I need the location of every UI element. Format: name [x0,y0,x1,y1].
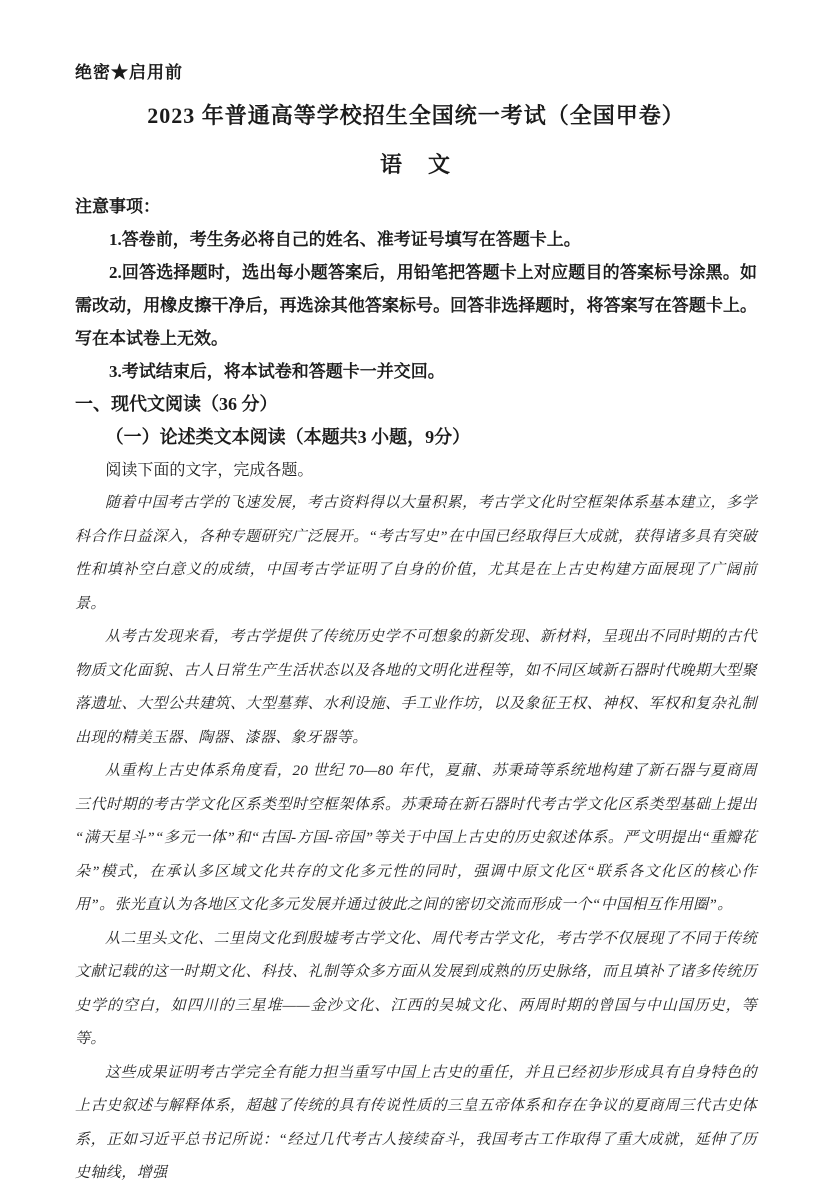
exam-title: 2023 年普通高等学校招生全国统一考试（全国甲卷） [147,103,685,128]
notice-item-1: 1.答卷前，考生务必将自己的姓名、准考证号填写在答题卡上。 [109,230,581,249]
notice-item-2: 2.回答选择题时，选出每小题答案后，用铅笔把答题卡上对应题目的答案标号涂黑。如需改动，用橡皮擦干净后，再选涂其他答案标号。回答非选择题时，将答案写在答题卡上。写在本试卷上无效。 [75,263,757,348]
reading-instruction: 阅读下面的文字，完成各题。 [105,462,314,479]
notice-item-3: 3.考试结束后，将本试卷和答题卡一并交回。 [109,362,445,381]
security-classification: 绝密★启用前 [75,63,183,82]
reading-passage [75,487,757,1191]
passage-paragraph-3: 从重构上古史体系角度看，20 世纪 70—80 年代，夏鼐、苏秉琦等系统地构建了新石器与夏商周三代时期的考古学文化区系类型时空框架体系。苏秉琦在新石器时代考古学文化区系类型基础上提出“满天星斗”“多元一体”和“古国-方国-帝国”等关于中国上古史的历史叙述体系。严文明提出“重瓣花朵”模式，在承认多区域文化共存的文化多元性的同时，强调中原文化区“联系各文化区的核心作用”。张光直认为各地区文化多元发展并通过彼此之间的密切交流而形成一个“中国相互作用圈”。 [75,763,757,913]
subject-title: 语 文 [379,152,452,177]
passage-paragraph-2: 从考古发现来看，考古学提供了传统历史学不可想象的新发现、新材料，呈现出不同时期的古代物质文化面貌、古人日常生产生活状态以及各地的文明化进程等，如不同区域新石器时代晚期大型聚落遗址、大型公共建筑、大型墓葬、水利设施、手工业作坊，以及象征王权、神权、军权和复杂礼制出现的精美玉器、陶器、漆器、象牙器等。 [75,629,757,746]
passage-paragraph-4: 从二里头文化、二里岗文化到殷墟考古学文化、周代考古学文化，考古学不仅展现了不同于传统文献记载的这一时期文化、科技、礼制等众多方面从发展到成熟的历史脉络，而且填补了诸多传统历史学的空白，如四川的三星堆——金沙文化、江西的吴城文化、两周时期的曾国与中山国历史，等等。 [75,930,757,1047]
passage-paragraph-5: 这些成果证明考古学完全有能力担当重写中国上古史的重任，并且已经初步形成具有自身特色的上古史叙述与解释体系，超越了传统的具有传说性质的三皇五帝体系和存在争议的夏商周三代古史体系，正如习近平总书记所说：“经过几代考古人接续奋斗，我国考古工作取得了重大成就，延伸了历史轴线，增强 [75,1064,757,1181]
subsection-heading-argumentative-reading: （一）论述类文本阅读（本题共3 小题，9分） [105,427,471,447]
passage-paragraph-1: 随着中国考古学的飞速发展，考古资料得以大量积累，考古学文化时空框架体系基本建立，多学科合作日益深入，各种专题研究广泛展开。“考古写史”在中国已经取得巨大成就，获得诸多具有突破性和填补空白意义的成绩，中国考古学证明了自身的价值，尤其是在上古史构建方面展现了广阔前景。 [75,495,757,612]
notice-heading: 注意事项： [75,197,160,216]
section-heading-modern-reading: 一、现代文阅读（36 分） [75,394,278,414]
